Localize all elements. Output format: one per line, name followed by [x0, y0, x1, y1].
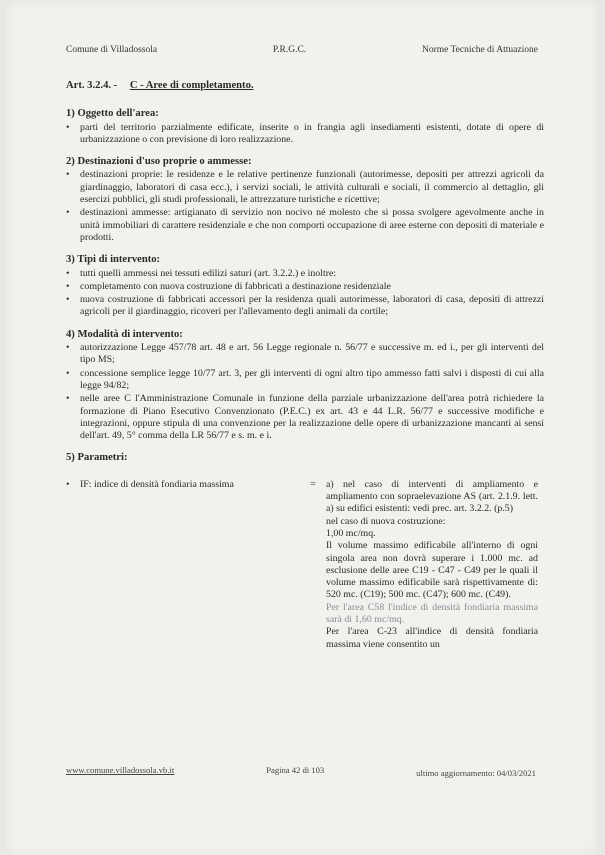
list-item: • destinazioni proprie: le residenze e le relative pertinenze funzionali (autorimesse, depositi per attrezzi agricoli da giardinaggio, laboratori di casa ecc.), i servizi sociali, le attività culturali e sociali, il commercio al dettaglio, gli esercizi pubblici, gli studi professionali, le attrezzature turistiche e ricettive; — [66, 169, 544, 206]
parameter-paragraph: 1,00 mc/mq. — [326, 527, 376, 539]
parameter-paragraph: Per l'area C58 l'indice di densità fondiaria massima sarà di 1,60 mc/mq. — [326, 601, 538, 625]
section-title: 4) Modalità di intervento: — [66, 328, 183, 340]
section-title: 2) Destinazioni d'uso proprie o ammesse: — [66, 156, 252, 168]
list-item: • completamento con nuova costruzione di fabbricati a destinazione residenziale — [66, 281, 544, 293]
list-item: • autorizzazione Legge 457/78 art. 48 e art. 56 Legge regionale n. 56/77 e successive m. ed i., per gli interventi del tipo MS; — [66, 342, 544, 367]
article-title: C - Aree di completamento. — [129, 80, 254, 91]
document-page — [6, 0, 598, 855]
footer-page-number: Pagina 42 di 103 — [266, 765, 325, 775]
parameter-label: • IF: indice di densità fondiaria massima — [66, 479, 300, 651]
list-item: • parti del territorio parzialmente edificate, inserite o in frangia agli insediamenti esistenti, dotate di opere di urbanizzazione o con previsione di loro realizzazione. — [66, 122, 544, 147]
list-item: • nelle aree C l'Amministrazione Comunale in funzione della parziale urbanizzazione dell'area potrà richiedere la formazione di Piano Esecutivo Convenzionato (P.E.C.) ex art. 43 e 44 L.R. 56/77 e successive modifiche e integrazioni, oppure stipula di una convenzione per la realizzazione delle opere di urbanizzazione mancanti ai sensi dell'art. 49, 5° comma della LR 56/77 e s. m. e i. — [66, 393, 544, 442]
footer-last-updated: ultimo aggiornamento: 04/03/2021 — [416, 768, 536, 778]
equals-sign: = — [310, 478, 316, 490]
section-tipi-intervento — [66, 254, 544, 318]
parameter-paragraph: Il volume massimo edificabile all'interno di ogni singola area non dovrà superare i 1.000 mc. ad esclusione delle aree C19 - C47 - C49 per le quali il volume massimo edificabile sarà rispettivamente di: 520 mc. (C19); 500 mc. (C47); 600 mc. (C49). — [326, 540, 538, 601]
parameter-paragraph: Per l'area C-23 all'indice di densità fondiaria massima viene consentito un — [326, 626, 538, 650]
list-item: • destinazioni ammesse: artigianato di servizio non nocivo né molesto che si possa svolgere agevolmente anche in unità immobiliari di carattere residenziale e che non comporti occupazione di aree esterne con depositi di materiale e prodotti. — [66, 207, 544, 244]
page-footer — [66, 765, 536, 778]
section-title: 5) Parametri: — [66, 452, 128, 464]
footer-website-link[interactable]: www.comune.villadossola.vb.it — [66, 765, 175, 775]
section-title: 3) Tipi di intervento: — [66, 254, 161, 266]
section-destinazioni — [66, 156, 544, 244]
header-municipality: Comune di Villadossola — [66, 45, 158, 55]
parameter-paragraph: nel caso di nuova costruzione: — [326, 515, 446, 527]
section-modalita — [66, 329, 544, 443]
list-item: • nuova costruzione di fabbricati accessori per la residenza quali autorimesse, laboratori di casa, depositi di attrezzi agricoli per il giardinaggio, ricoveri per l'allevamento degli animali da cortile; — [66, 294, 544, 319]
section-parametri — [66, 452, 544, 650]
article-heading — [66, 80, 544, 92]
parameter-row — [66, 479, 544, 651]
section-oggetto — [66, 108, 544, 146]
parameter-value — [326, 479, 538, 651]
section-title: 1) Oggetto dell'area: — [66, 108, 159, 120]
header-plan: P.R.G.C. — [272, 45, 307, 55]
document-body — [66, 80, 544, 651]
list-item: • concessione semplice legge 10/77 art. 3, per gli interventi di ogni altro tipo ammesso fatti salvi i disposti di cui alla legge 94/82; — [66, 368, 544, 393]
page-header — [66, 45, 538, 55]
article-number: Art. 3.2.4. - — [66, 80, 118, 91]
header-norms: Norme Tecniche di Attuazione — [421, 45, 538, 55]
list-item: • tutti quelli ammessi nei tessuti edilizi saturi (art. 3.2.2.) e inoltre: — [66, 268, 544, 280]
parameter-paragraph: a) nel caso di interventi di ampliamento e ampliamento con sopraelevazione AS (art. 2.1.9. lett. a) su edifici esistenti: vedi prec. art. 3.2.2. (p.5) — [326, 478, 538, 515]
